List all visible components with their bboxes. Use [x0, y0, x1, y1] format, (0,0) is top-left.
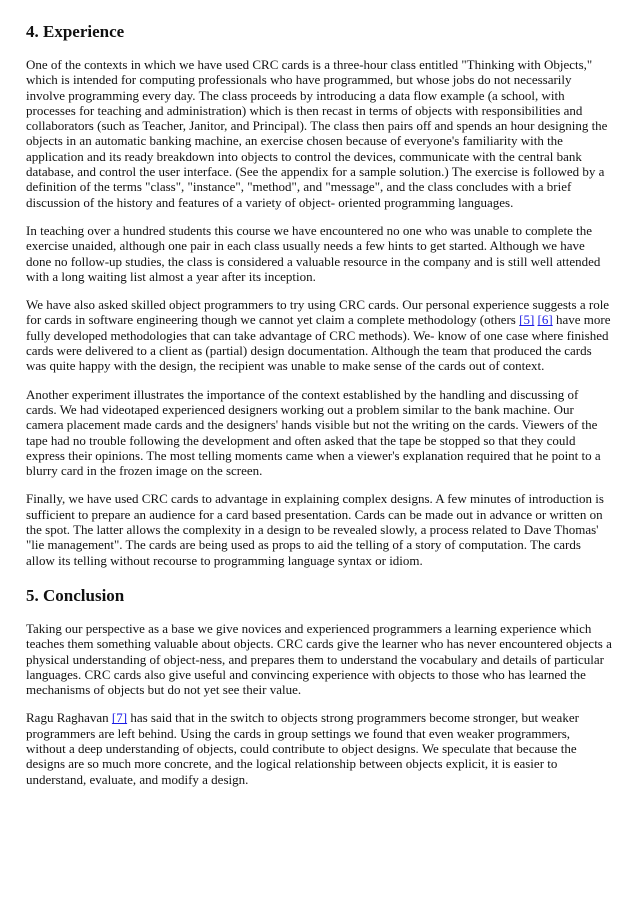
- reference-link-5[interactable]: [5]: [519, 312, 535, 328]
- paragraph-text-segment: Ragu Raghavan: [26, 710, 112, 726]
- reference-link-7[interactable]: [7]: [111, 710, 128, 726]
- paragraph-perspective: Taking our perspective as a base we give novices and experienced programmers a learning experience which teaches them something valuable about objects. CRC cards give the learner who has never encountered objects a physical understanding of object-ness, and prepares them to understand the vocabulary and details of particular languages. CRC cards also give useful and convincing experience with objects to those who has learned the mechanisms of objects but do not yet see their value.: [26, 620, 612, 698]
- paragraph-text-segment: We have also asked skilled object programmers to try using CRC cards. Our personal experience suggests a role for cards in software engineering though we cannot yet claim a complete methodology (others: [26, 297, 610, 328]
- paragraph-raghavan: [26, 710, 612, 786]
- reference-link-6[interactable]: [6]: [537, 312, 553, 328]
- paragraph-teaching-results: In teaching over a hundred students this course we have encountered no one who was unable to complete the exercise unaided, although one pair in each class usually needs a few hints to get started. Although we have done no follow-up studies, the class is considered a valuable resource in the company and is still well attended with a long waiting list almost a year after its inception.: [26, 222, 601, 284]
- paragraph-text-segment: has said that in the switch to objects strong programmers become stronger, but weaker programmers are left behind. Using the cards in group settings we found that even weaker programmers, without a deep understanding of objects, could contribute to object designs. We speculate that because the designs are so much more concrete, and the logical relationship between objects explicit, it is easier to understand, evaluate, and modify a design.: [26, 710, 579, 787]
- paragraph-thinking-with-objects-class: One of the contexts in which we have used CRC cards is a three-hour class entitled "Thinking with Objects," which is intended for computing professionals who have programmed, but whose jobs do not necessarily involve programming every day. The class proceeds by introducing a data flow example (a school, with processes for teaching and administration) which is then recast in terms of objects with responsibilities and collaborators (such as Teacher, Janitor, and Principal). The class then pairs off and spends an hour designing the objects in an automatic banking machine, an exercise chosen because of everyone's familiarity with the application and its ready breakdown into objects to control the devices, communicate with the central bank database, and control the user interface. (See the appendix for a sample solution.) The exercise is followed by a definition of the terms "class", "instance", "method", and "message", and the class concludes with a brief discussion of the history and features of a variety of object- oriented programming languages.: [26, 57, 608, 210]
- section-heading-experience: 4. Experience: [26, 22, 125, 41]
- paragraph-videotape-experiment: Another experiment illustrates the importance of the context established by the handling and discussing of cards. We had videotaped experienced designers working out a problem similar to the bank machine. Our camera placement made cards and the designers' hands visible but not the writing on the cards. Viewers of the tape had no trouble following the development and often asked that the tape be stopped so that they could express their opinions. The most telling moments came when a viewer's explanation required that he point to a blurry card in the frozen image on the screen.: [26, 386, 601, 479]
- paragraph-skilled-programmers: [26, 297, 612, 373]
- paragraph-explaining-designs: Finally, we have used CRC cards to advantage in explaining complex designs. A few minutes of introduction is sufficient to prepare an audience for a card based presentation. Cards can be made out in advance or written on the spot. The latter allows the complexity in a design to be revealed slowly, a process related to Dave Thomas' "lie management". The cards are being used as props to aid the telling of a story of computation. The cards allow its telling without recourse to programming language syntax or idiom.: [26, 491, 604, 568]
- section-heading-conclusion: 5. Conclusion: [26, 585, 125, 605]
- paragraph-text-segment: have more fully developed methodologies that can take advantage of CRC methods). We- know of one case where finished cards were delivered to a client as (partial) design documentation. Although the team that produced the cards was quite happy with the design, the recipient was unable to make sense of the cards out of context.: [26, 312, 611, 374]
